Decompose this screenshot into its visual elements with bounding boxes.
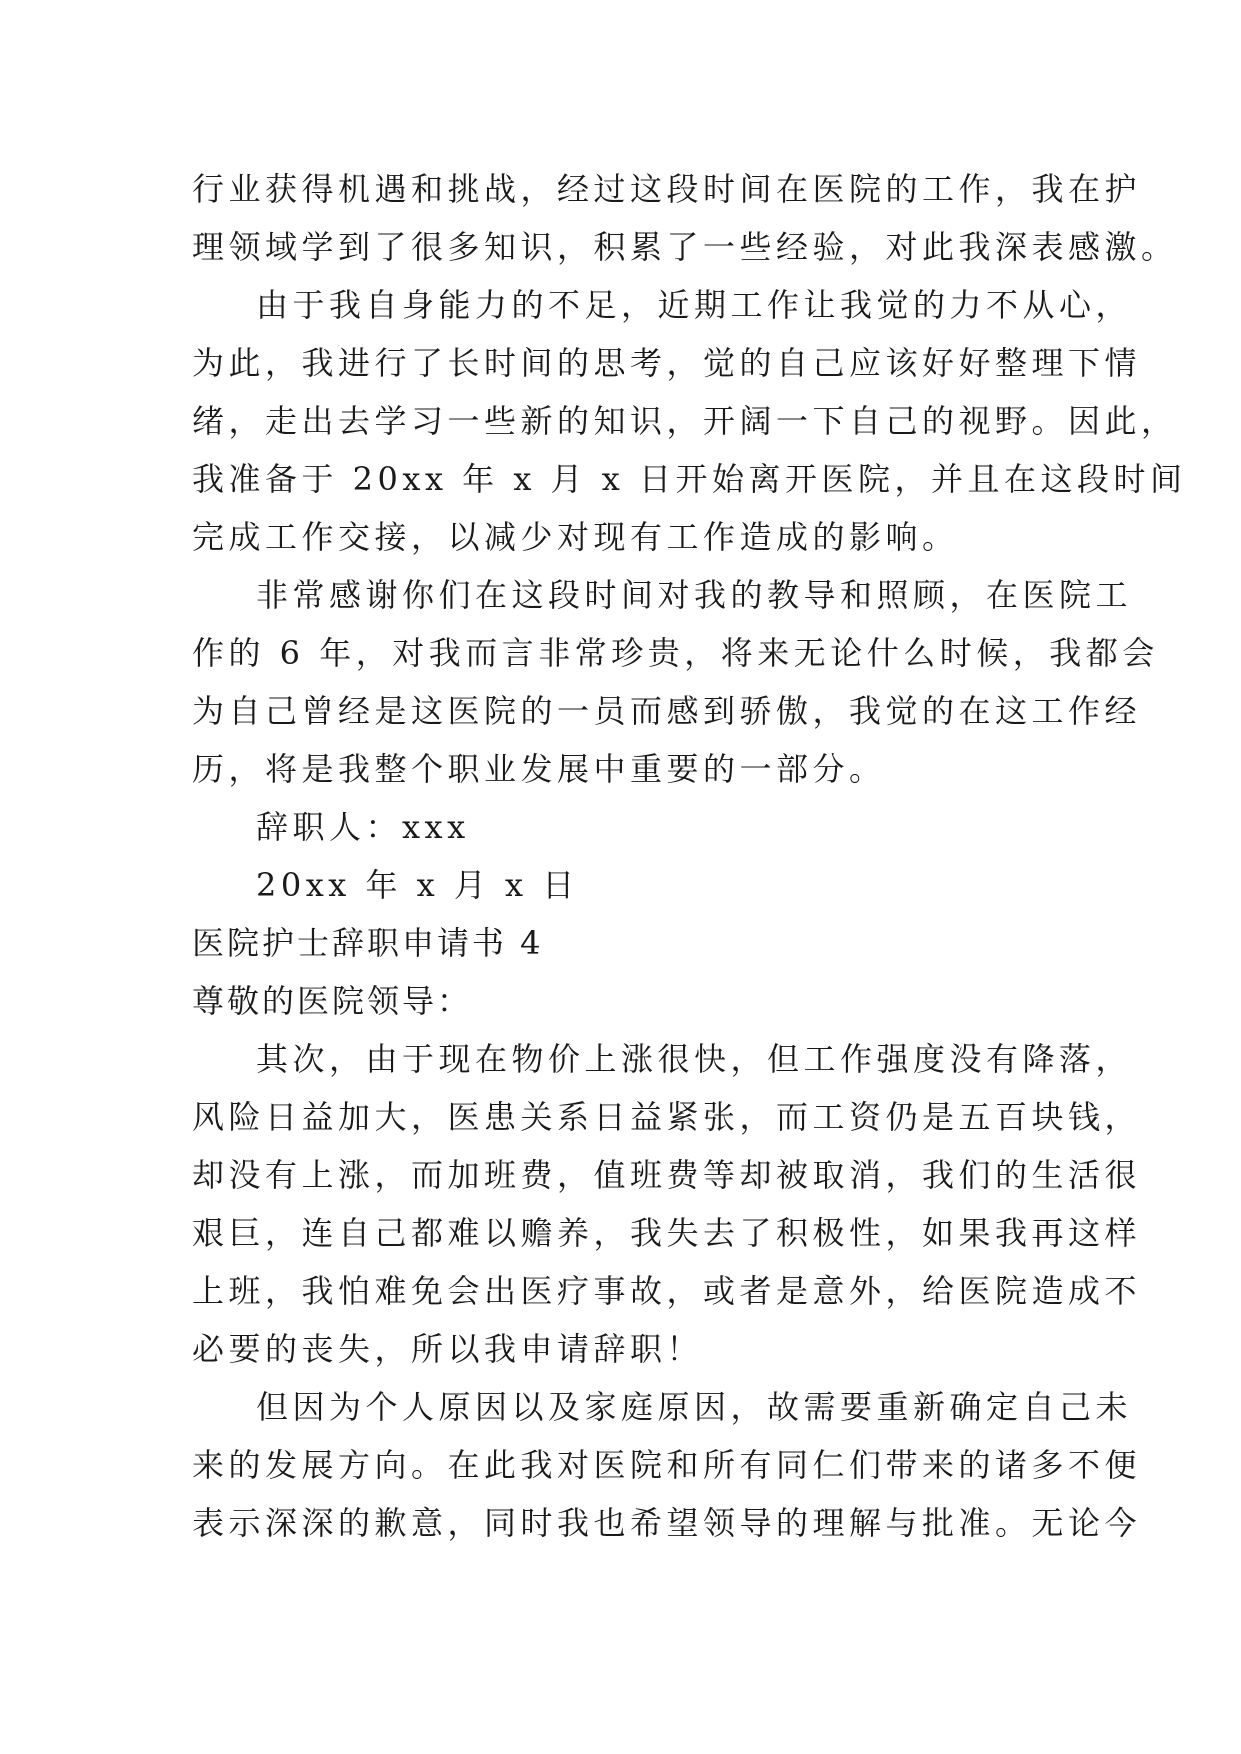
text-line: 上班，我怕难免会出医疗事故，或者是意外，给医院造成不: [192, 1272, 1142, 1310]
text-line: 历，将是我整个职业发展中重要的一部分。: [192, 750, 886, 788]
document-body: [192, 160, 1187, 1552]
text-line: 完成工作交接，以减少对现有工作造成的影响。: [192, 518, 959, 556]
text-line: 来的发展方向。在此我对医院和所有同仁们带来的诸多不便: [192, 1446, 1142, 1484]
signature-line: 辞职人：xxx: [256, 808, 470, 846]
text-line: 为自己曾经是这医院的一员而感到骄傲，我觉的在这工作经: [192, 692, 1142, 730]
text-line: 必要的丧失，所以我申请辞职！: [192, 1330, 704, 1368]
section-heading: 医院护士辞职申请书 4: [192, 924, 544, 962]
text-line: 我准备于 20xx 年 x 月 x 日开始离开医院，并且在这段时间: [192, 460, 1187, 498]
text-line: 风险日益加大，医患关系日益紧张，而工资仍是五百块钱，: [192, 1098, 1142, 1136]
text-line: 却没有上涨，而加班费，值班费等却被取消，我们的生活很: [192, 1156, 1142, 1194]
text-line: 作的 6 年，对我而言非常珍贵，将来无论什么时候，我都会: [192, 634, 1159, 672]
text-line: 艰巨，连自己都难以赡养，我失去了积极性，如果我再这样: [192, 1214, 1142, 1252]
text-line: 行业获得机遇和挑战，经过这段时间在医院的工作，我在护: [192, 170, 1142, 208]
text-line: 理领域学到了很多知识，积累了一些经验，对此我深表感激。: [192, 228, 1178, 266]
text-line: 其次，由于现在物价上涨很快，但工作强度没有降落，: [256, 1040, 1133, 1078]
salutation: 尊敬的医院领导：: [192, 982, 473, 1020]
text-line: 绪，走出去学习一些新的知识，开阔一下自己的视野。因此，: [192, 402, 1178, 440]
text-line: 为此，我进行了长时间的思考，觉的自己应该好好整理下情: [192, 344, 1142, 382]
text-line: 表示深深的歉意，同时我也希望领导的理解与批准。无论今: [192, 1504, 1142, 1542]
date-line: 20xx 年 x 月 x 日: [256, 866, 579, 904]
text-line: 由于我自身能力的不足，近期工作让我觉的力不从心，: [256, 286, 1133, 324]
text-line: 非常感谢你们在这段时间对我的教导和照顾，在医院工: [256, 576, 1133, 614]
text-line: 但因为个人原因以及家庭原因，故需要重新确定自己未: [256, 1388, 1133, 1426]
